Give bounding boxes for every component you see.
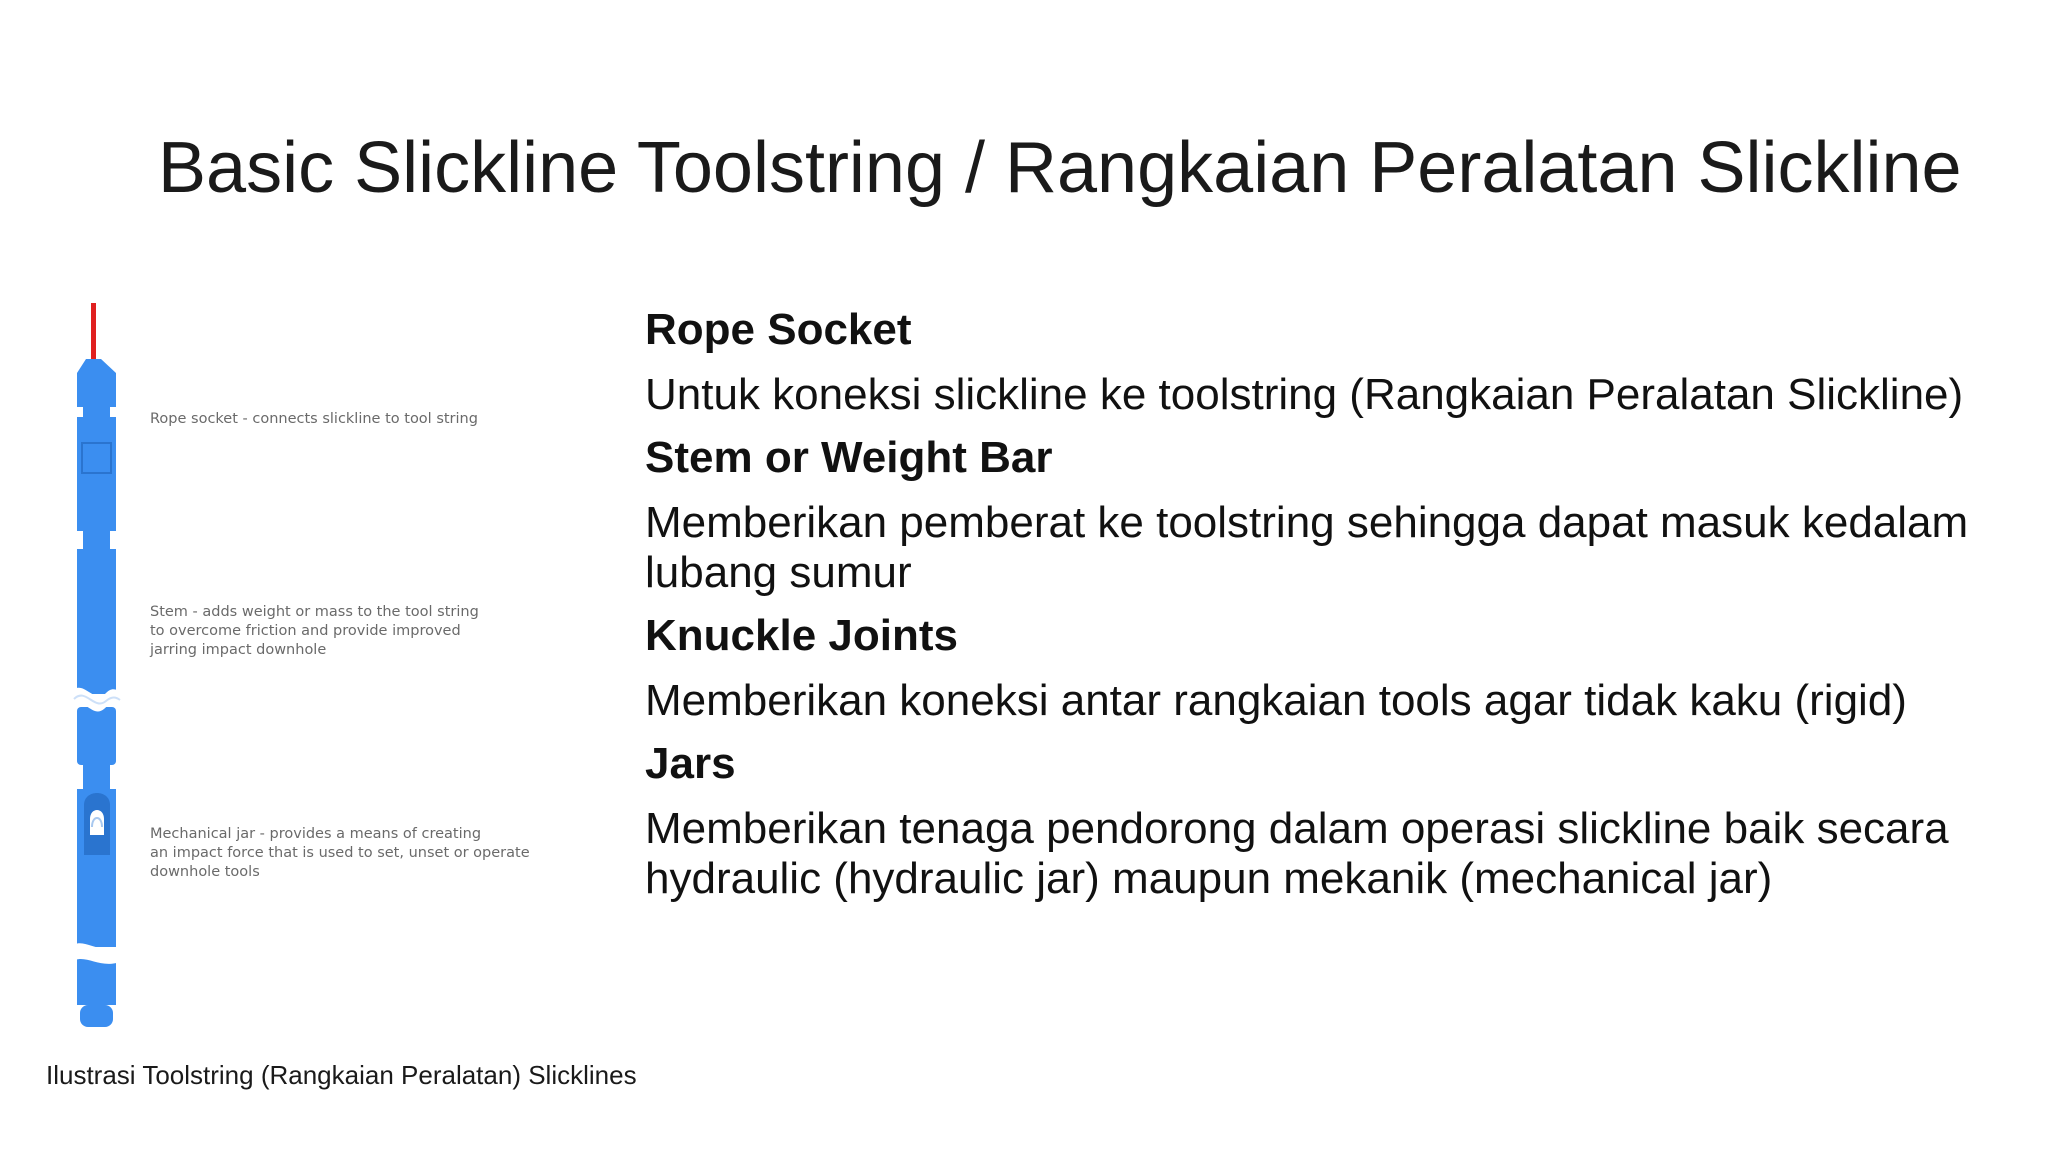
slide-title: Basic Slickline Toolstring / Rangkaian Peralatan Slickline	[158, 128, 1962, 208]
stem-label-line: jarring impact downhole	[150, 642, 327, 658]
stem-body	[77, 549, 116, 694]
stem-lower	[77, 707, 116, 765]
mechanical-jar-label	[150, 825, 530, 882]
toolstring-diagram	[40, 295, 600, 1035]
mechanical-jar-label-line: an impact force that is used to set, unset or operate	[150, 845, 530, 861]
component-description: Memberikan koneksi antar rangkaian tools agar tidak kaku (rigid)	[645, 676, 1907, 725]
component-item-rope-socket	[645, 300, 2015, 420]
rope-socket-label	[150, 410, 478, 429]
component-heading: Rope Socket	[645, 305, 912, 354]
stem-label	[150, 603, 479, 660]
stem-label-line: to overcome friction and provide improved	[150, 623, 461, 639]
component-item-jars	[645, 734, 2015, 904]
component-description: Memberikan tenaga pendorong dalam operasi slickline baik secara hydraulic (hydraulic jar) maupun mekanik (mechanical jar)	[645, 804, 1949, 903]
mechanical-jar-label-line: Mechanical jar - provides a means of creating	[150, 826, 482, 842]
component-item-knuckle-joints	[645, 606, 2015, 726]
component-item-stem	[645, 428, 2015, 598]
component-heading: Stem or Weight Bar	[645, 433, 1053, 482]
component-description: Memberikan pemberat ke toolstring sehingga dapat masuk kedalam lubang sumur	[645, 498, 1969, 597]
stem-neck	[83, 531, 110, 549]
jar-bottom	[80, 1005, 113, 1027]
component-heading: Jars	[645, 739, 736, 788]
jar-lower-body	[77, 959, 116, 1005]
rope-socket-label-line: Rope socket - connects slickline to tool string	[150, 411, 478, 427]
component-heading: Knuckle Joints	[645, 611, 958, 660]
component-description: Untuk koneksi slickline ke toolstring (Rangkaian Peralatan Slickline)	[645, 370, 1964, 419]
knuckle-neck	[83, 765, 110, 789]
slickline-wire	[91, 303, 96, 361]
toolstring-illustration	[40, 295, 600, 1035]
mechanical-jar-label-line: downhole tools	[150, 864, 260, 880]
toolstring-component-list	[645, 300, 2015, 912]
illustration-caption: Ilustrasi Toolstring (Rangkaian Peralatan) Slicklines	[46, 1060, 637, 1090]
stem-label-line: Stem - adds weight or mass to the tool string	[150, 604, 479, 620]
